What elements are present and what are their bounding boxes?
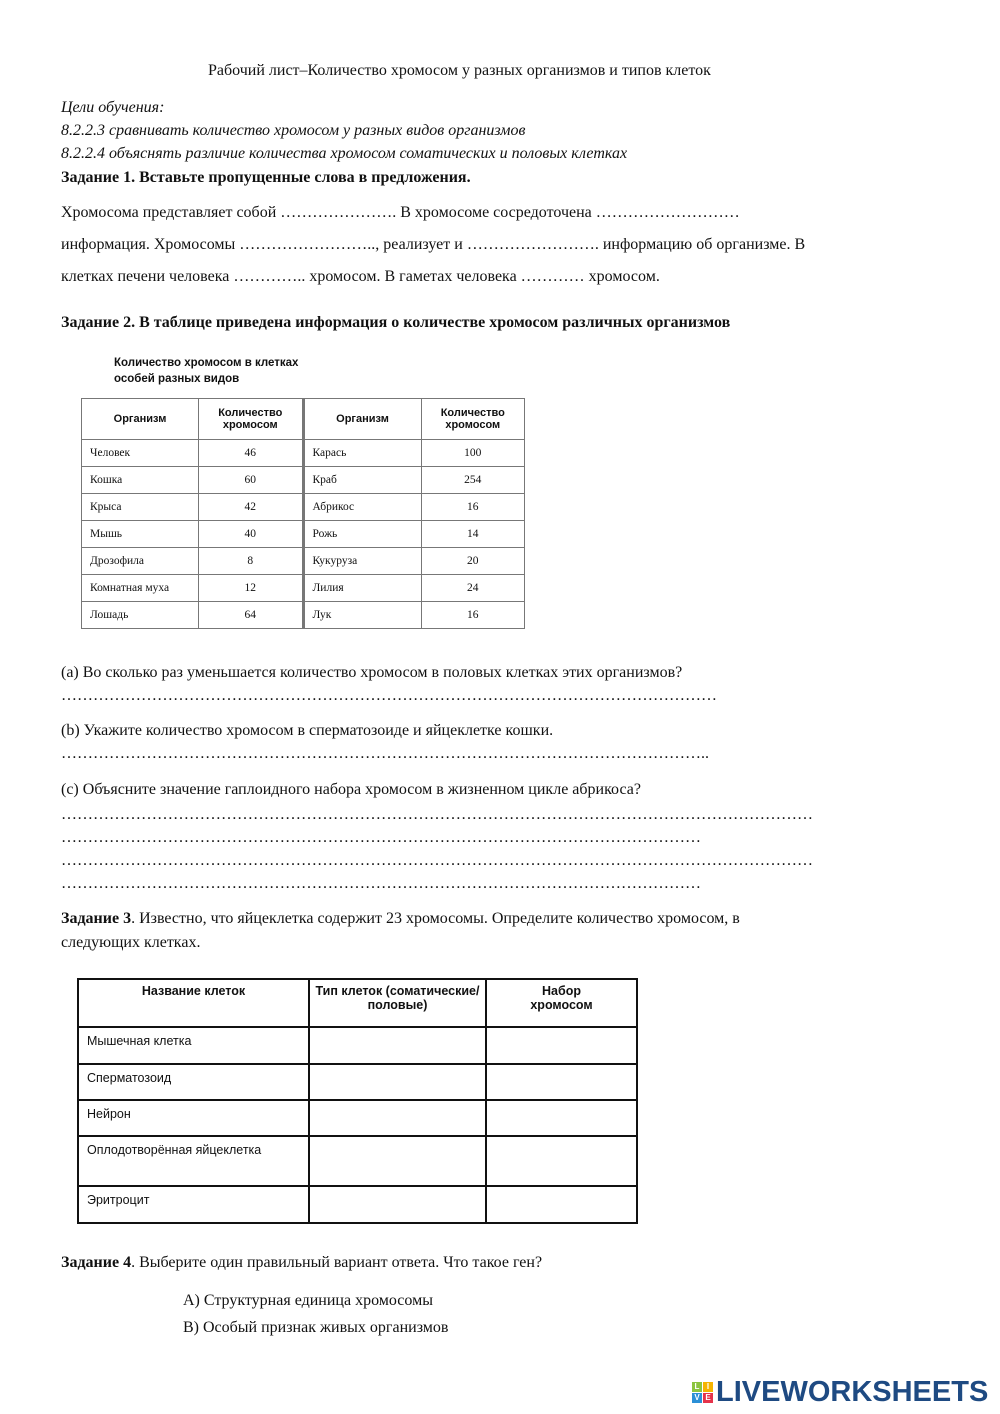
chromosome-count: 100 xyxy=(421,440,525,467)
answer-line-a[interactable]: …………………………………………………………………………………………………………… xyxy=(61,687,717,704)
organism-name: Лилия xyxy=(303,575,421,602)
option-letter: B) xyxy=(183,1319,199,1336)
chromosome-count: 42 xyxy=(199,494,304,521)
option-b[interactable] xyxy=(183,1319,448,1337)
table-row xyxy=(78,1186,637,1223)
chromosome-count: 8 xyxy=(199,548,304,575)
answer-line-c[interactable]: …………………………………………………………………………………………………………………………… xyxy=(61,852,813,869)
logo-text: LIVEWORKSHEETS xyxy=(716,1376,989,1408)
column-header: Количество хромосом xyxy=(199,399,304,440)
organism-name: Мышь xyxy=(82,521,199,548)
cell-name: Оплодотворённая яйцеклетка xyxy=(78,1136,309,1186)
chromosome-count: 60 xyxy=(199,467,304,494)
table-row xyxy=(82,440,525,467)
cell-type-input[interactable] xyxy=(309,1100,486,1136)
cell-type-input[interactable] xyxy=(309,1027,486,1064)
option-text: Особый признак живых организмов xyxy=(203,1319,449,1336)
chromosome-set-input[interactable] xyxy=(486,1100,637,1136)
chromosome-count: 46 xyxy=(199,440,304,467)
organism-name: Крыса xyxy=(82,494,199,521)
chromosome-count: 40 xyxy=(199,521,304,548)
column-header: Количество хромосом xyxy=(421,399,525,440)
chromosome-count: 64 xyxy=(199,602,304,629)
option-text: Структурная единица хромосомы xyxy=(203,1292,433,1309)
table-row xyxy=(78,1136,637,1186)
task3-text2: следующих клетках. xyxy=(61,934,201,951)
chromosome-count: 16 xyxy=(421,602,525,629)
organism-name: Человек xyxy=(82,440,199,467)
answer-line-c[interactable]: ………………………………………………………………………………………………………… xyxy=(61,875,701,892)
chromosome-count: 16 xyxy=(421,494,525,521)
answer-line-c[interactable]: ………………………………………………………………………………………………………… xyxy=(61,829,701,846)
table-row xyxy=(78,1100,637,1136)
chromosome-count: 20 xyxy=(421,548,525,575)
column-header: Название клеток xyxy=(78,979,309,1027)
chromosome-set-input[interactable] xyxy=(486,1064,637,1100)
table-row xyxy=(82,467,525,494)
column-header: Набор хромосом xyxy=(486,979,637,1027)
goal-item: 8.2.2.4 объяснять различие количества хромосом соматических и половых клетках xyxy=(61,145,628,162)
cell-name: Эритроцит xyxy=(78,1186,309,1223)
organism-name: Лук xyxy=(303,602,421,629)
organism-name: Краб xyxy=(303,467,421,494)
column-header: Тип клеток (соматические/половые) xyxy=(309,979,486,1027)
task3-instruction: . Известно, что яйцеклетка содержит 23 хромосомы. Определите количество хромосом, в xyxy=(131,910,740,927)
goal-item: 8.2.2.3 сравнивать количество хромосом у разных видов организмов xyxy=(61,122,526,139)
chromosome-count: 254 xyxy=(421,467,525,494)
organism-name: Карась xyxy=(303,440,421,467)
cell-type-input[interactable] xyxy=(309,1136,486,1186)
page-title: Рабочий лист–Количество хромосом у разных организмов и типов клеток xyxy=(208,62,711,79)
organism-name: Комнатная муха xyxy=(82,575,199,602)
cells-table xyxy=(77,978,638,1224)
table-row xyxy=(78,1027,637,1064)
table-row xyxy=(82,548,525,575)
table-row xyxy=(78,1064,637,1100)
task1-line[interactable]: клетках печени человека ………….. хромосом. В гаметах человека ………… хромосом. xyxy=(61,268,660,285)
cell-type-input[interactable] xyxy=(309,1186,486,1223)
cell-type-input[interactable] xyxy=(309,1064,486,1100)
organism-name: Дрозофила xyxy=(82,548,199,575)
table-caption xyxy=(114,355,298,387)
table-row xyxy=(82,494,525,521)
table-row xyxy=(82,575,525,602)
chromosome-table xyxy=(81,398,525,629)
task1-heading: Задание 1. Вставьте пропущенные слова в предложения. xyxy=(61,169,471,186)
task3-text xyxy=(61,910,740,928)
chromosome-set-input[interactable] xyxy=(486,1136,637,1186)
cell-name: Нейрон xyxy=(78,1100,309,1136)
answer-line-b[interactable]: ………………………………………………………………………………………………………….. xyxy=(61,745,709,762)
logo-blocks-icon: L I V E xyxy=(692,1382,713,1403)
column-header: Организм xyxy=(82,399,199,440)
task1-line[interactable]: информация. Хромосомы …………………….., реализует и ……………………. информацию об организме. В xyxy=(61,236,806,253)
caption-line: особей разных видов xyxy=(114,373,240,385)
question-c: (c) Объясните значение гаплоидного набора хромосом в жизненном цикле абрикоса? xyxy=(61,781,641,798)
organism-name: Рожь xyxy=(303,521,421,548)
goals-heading: Цели обучения: xyxy=(61,99,165,116)
chromosome-set-input[interactable] xyxy=(486,1027,637,1064)
liveworksheets-logo xyxy=(692,1376,988,1409)
task4-label: Задание 4 xyxy=(61,1254,132,1271)
caption-line: Количество хромосом в клетках xyxy=(114,357,299,369)
organism-name: Кошка xyxy=(82,467,199,494)
table-row xyxy=(82,521,525,548)
table-row xyxy=(82,602,525,629)
cell-name: Сперматозоид xyxy=(78,1064,309,1100)
cell-name: Мышечная клетка xyxy=(78,1027,309,1064)
task3-label: Задание 3 xyxy=(61,910,132,927)
organism-name: Кукуруза xyxy=(303,548,421,575)
chromosome-count: 12 xyxy=(199,575,304,602)
task4-question: . Выберите один правильный вариант ответа. Что такое ген? xyxy=(131,1254,543,1271)
chromosome-set-input[interactable] xyxy=(486,1186,637,1223)
task4-text xyxy=(61,1254,542,1272)
task1-line[interactable]: Хромосома представляет собой …………………. В хромосоме сосредоточена ……………………… xyxy=(61,204,740,221)
chromosome-count: 24 xyxy=(421,575,525,602)
question-b: (b) Укажите количество хромосом в сперматозоиде и яйцеклетке кошки. xyxy=(61,722,554,739)
option-a[interactable] xyxy=(183,1292,433,1310)
option-letter: A) xyxy=(183,1292,200,1309)
organism-name: Абрикос xyxy=(303,494,421,521)
answer-line-c[interactable]: …………………………………………………………………………………………………………………………… xyxy=(61,806,813,823)
chromosome-count: 14 xyxy=(421,521,525,548)
organism-name: Лошадь xyxy=(82,602,199,629)
question-a: (a) Во сколько раз уменьшается количество хромосом в половых клетках этих организмов? xyxy=(61,664,683,681)
column-header: Организм xyxy=(303,399,421,440)
task2-heading: Задание 2. В таблице приведена информация о количестве хромосом различных организмов xyxy=(61,314,731,331)
